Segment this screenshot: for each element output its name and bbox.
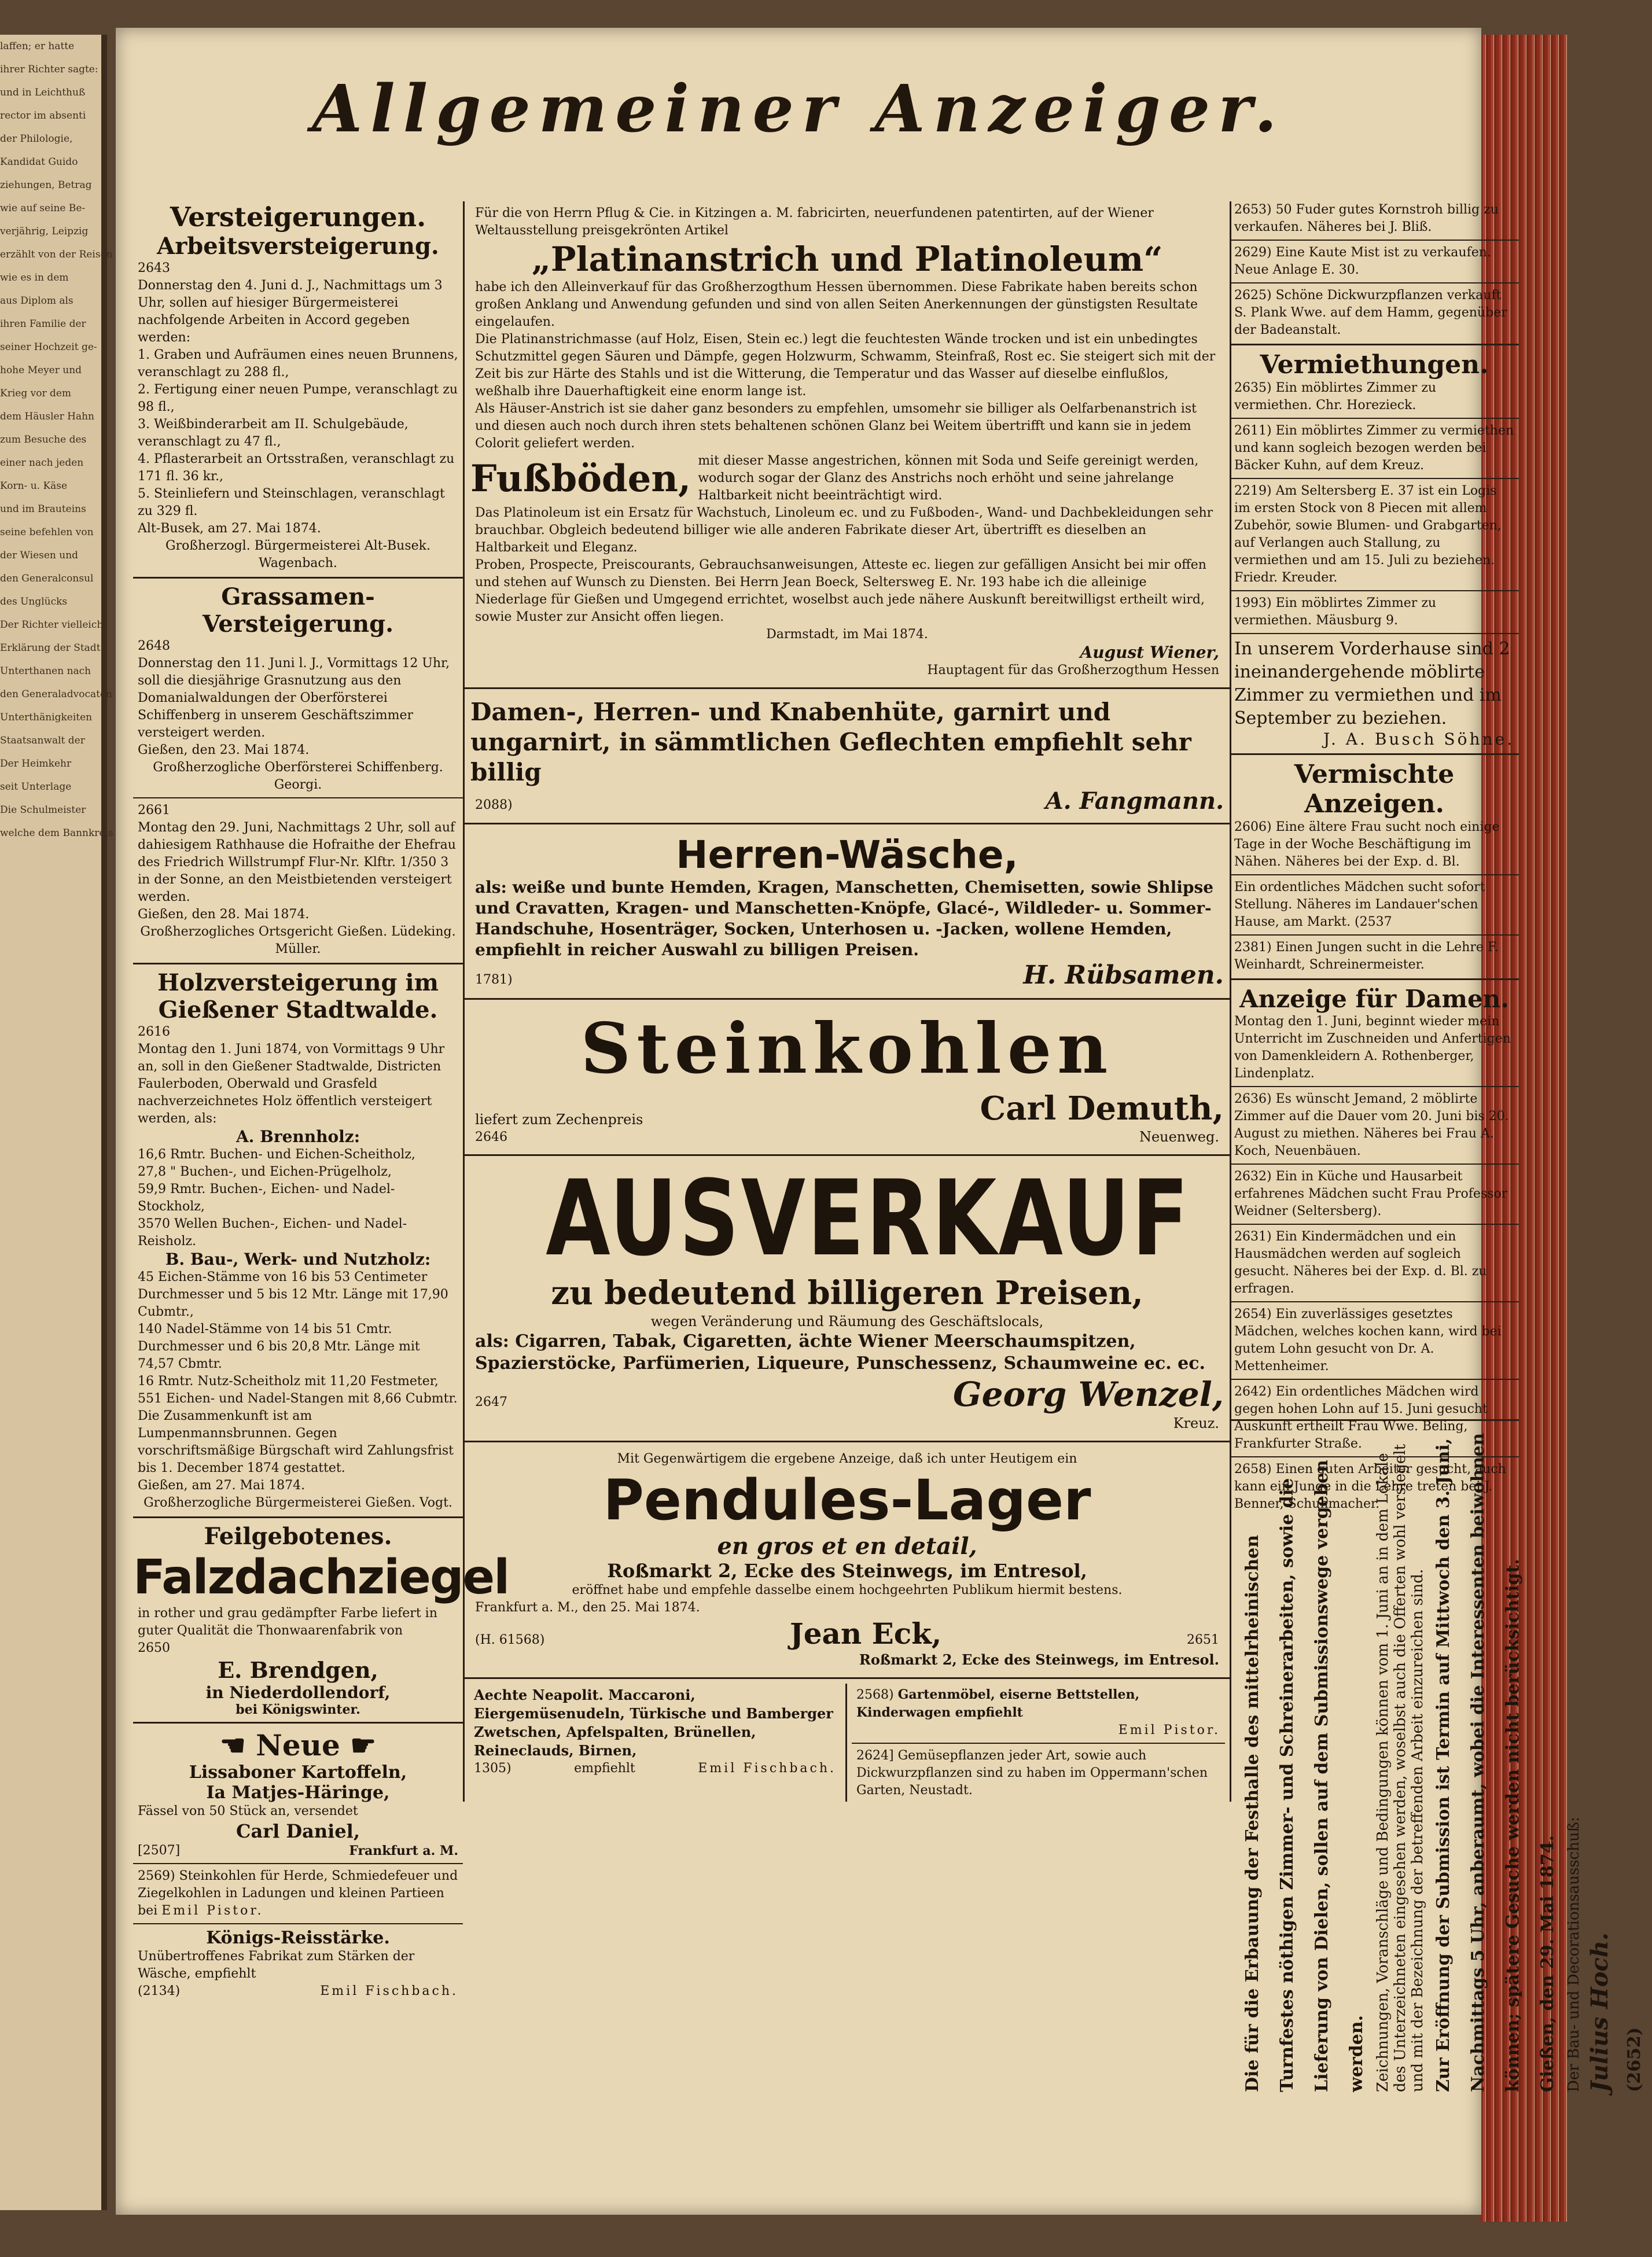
garten-signature: Emil Pistor. [1118,1723,1220,1737]
right-ad-3: 2625) Schöne Dickwurzpflanzen verkauft S. Plank Wwe. auf dem Hamm, gegenüber der Badeanstalt. [1234,288,1507,337]
right-ad-1: 2653) 50 Fuder gutes Kornstroh billig zu verkaufen. Näheres bei J. Bliß. [1234,202,1499,234]
hut-footer [470,787,1224,815]
arbeit-list [133,347,463,520]
previous-page-line: ihren Familie der [0,318,86,330]
arbeit-signature: Großherzogl. Bürgermeisterei Alt-Busek. Wagenbach. [165,539,431,570]
ausverkauf-ad [465,1158,1230,1436]
koenig-number: (2134) [138,1984,181,1998]
steinkohlen-body: liefert zum Zechenpreis [475,1111,643,1128]
gras-title: Grassamen-Versteigerung. [202,583,394,638]
holz-section-b: B. Bau-, Werk- und Nutzholz: [165,1250,431,1269]
previous-page-line: den Generalconsul [0,573,94,584]
middle-column [463,201,1231,1802]
previous-page-line: wie auf seine Be- [0,202,86,214]
masthead: Allgemeiner Anzeiger. [312,71,1285,147]
previous-page-line: Unterthänigkeiten [0,712,93,723]
falz-location: in Niederdollendorf, [205,1683,391,1702]
holz-item: 27,8 " Buchen-, und Eichen-Prügelholz, [138,1165,392,1179]
platin-p3: Als Häuser-Anstrich ist sie daher ganz besonders zu empfehlen, umsomehr sie billiger als Oelfarbenanstrich ist und diesen auch noch durch ihren stets behaltenen schönen Glanz bei Weitem übertrifft und kann sie in jedem Colorit geliefert werden. [475,402,1197,451]
vermischt-ad: 2606) Eine ältere Frau sucht noch einige Tage in der Woche Beschäftigung im Nähen. Näheres bei der Exp. d. Bl. [1234,820,1500,869]
ausverkauf-title: AUSVERKAUF [546,1158,1191,1279]
fussboden-body: mit dieser Masse angestrichen, können mit Soda und Seife gereinigt werden, wodurch sogar der Glanz des Anstrichs noch erhöht und seine jahrelange Haltbarkeit nicht beeinträchtigt wird. [698,454,1199,503]
verm-ad: 1993) Ein möblirtes Zimmer zu vermiethen. Mäusburg 9. [1234,596,1437,628]
platin-intro: Für die von Herrn Pflug & Cie. in Kitzingen a. M. fabricirten, neuerfundenen patentirten, auf der Wiener Weltausstellung preisgekrönten Artikel [475,206,1154,238]
wasche-body: als: weiße und bunte Hemden, Kragen, Manschetten, Chemisetten, sowie Shlipse und Cravatten, Kragen- und Manschetten-Knöpfe, Glacé-, Wildleder- u. Sommer-Handschuhe, Hosenträger, Socken, Unterhosen u. -Jacken, wollene Hemden, empfiehlt in reicher Auswahl zu billigen Preisen. [475,878,1214,959]
platin-p2: Die Platinanstrichmasse (auf Holz, Eisen, Stein ec.) legt die feuchtesten Wände trocken und ist ein unbedingtes Schutzmittel gegen Säuren und Dämpfe, gegen Holzwurm, Schwamm, Steinfraß, Rost ec. Sie steigert sich mit der Zeit bis zur Härte des Stahls und ist die Witterung, die Temperatur und das Wasser auf dieselbe einflußlos, weßhalb ihre Dauerhaftigkeit eine enorm lange ist. [475,332,1216,399]
gemuse-ad: 2624] Gemüsepflanzen jeder Art, sowie auch Dickwurzpflanzen sind zu haben im Oppermann'schen Garten, Neustadt. [856,1748,1208,1798]
hut-title: Damen-, Herren- und Knabenhüte, garnirt und ungarnirt, in sämmtlichen Geflechten empfiehlt sehr billig [470,698,1191,786]
previous-page-line: seit Unterlage [0,781,72,793]
pendules-date: Frankfurt a. M., den 25. Mai 1874. [475,1600,700,1615]
steinkohlen-firm: Carl Demuth, [980,1089,1224,1128]
holz-item: 16,6 Rmtr. Buchen- und Eichen-Scheitholz, [138,1147,415,1162]
neue-number: [2507] [138,1843,181,1858]
vermiethungen-title: Vermiethungen. [1260,350,1489,380]
holz-title: Holzversteigerung im Gießener Stadtwalde. [157,969,439,1023]
previous-page-line: ihrer Richter sagte: [0,64,98,75]
montag-signature: Großherzogliches Ortsgericht Gießen. Lüdeking. Müller. [140,925,456,956]
previous-page-line: der Wiesen und [0,550,79,561]
falz-firm: E. Brendgen, [218,1657,378,1683]
platin-p5: Proben, Prospecte, Preiscourants, Gebrauchsanweisungen, Atteste ec. liegen zur gefälligen Ansicht bei mir offen und stehen auf Wunsch zu Diensten. Bei Herrn Jean Boeck, Seltersweg E. Nr. 193 habe ich die alleinige Niederlage für Gießen und Umgegend errichtet, woselbst auch jede nähere Auskunft bereitwilligst ertheilt wird, sowie Muster zur Ansicht offen liegen. [475,558,1206,624]
arbeit-item: 1. Graben und Aufräumen eines neuen Brunnens, veranschlagt zu 288 fl., [138,348,458,380]
hut-ad [465,694,1230,818]
previous-page-line: Erklärung der Stadt [0,642,101,654]
gras-body: Donnerstag den 11. Juni l. J., Vormittags 12 Uhr, soll die diesjährige Grasnutzung aus den Domanialwaldungen der Oberförsterei Schiffenberg in unserem Geschäftszimmer versteigert werden. [138,656,450,740]
previous-page-line: dem Häusler Hahn [0,411,94,422]
garten-ads [847,1684,1230,1802]
verm-ad: 2611) Ein möblirtes Zimmer zu vermiethen und kann sogleich bezogen werden bei Bäcker Kuhn, auf dem Kreuz. [1234,424,1514,473]
vermischt-ad: 2631) Ein Kindermädchen und ein Hausmädchen werden auf sogleich gesucht. Näheres bei der Exp. d. Bl. zu erfragen. [1234,1229,1487,1296]
damen-title: Anzeige für Damen. [1239,985,1509,1013]
previous-page-line: und in Leichthuß [0,87,86,98]
holz-section-a: A. Brennholz: [236,1127,360,1146]
ausverkauf-location: Kreuz. [1173,1415,1219,1431]
festhalle-main: Die für die Erbauung der Festhalle des mittelrheinischen Turnfestes nöthigen Zimmer- und Schreinerarbeiten, sowie die Lieferung von Dielen, sollen auf dem Submissionswege vergeben werden. [1242,1460,1367,2092]
previous-page-line: ziehungen, Betrag [0,179,92,191]
verm-ad: 2635) Ein möblirtes Zimmer zu vermiethen. Chr. Horezieck. [1234,381,1437,413]
ausverkauf-number: 2647 [475,1395,507,1409]
arbeit-number: 2643 [138,261,170,275]
pendules-intro: Mit Gegenwärtigem die ergebene Anzeige, daß ich unter Heutigem ein [617,1452,1077,1466]
ausverkauf-sub: zu bedeutend billigeren Preisen, [551,1274,1143,1312]
neue-footer [138,1842,458,1860]
previous-page-line: Unterthanen nach [0,665,91,677]
previous-page-line: rector im absenti [0,110,86,121]
section-versteigerungen: Versteigerungen. [170,201,426,233]
neue-item: Ia Matjes-Häringe, [206,1783,390,1803]
pendules-number: (H. 61568) [475,1633,545,1647]
neapol-title: Aechte Neapolit. Maccaroni, Eiergemüsenudeln, Türkische und Bamberger Zwetschen, Apfelspalten, Brünellen, Reineclauds, Birnen, [474,1687,833,1759]
steinkohlen-ad [465,1004,1230,1150]
garten-ad: 2568) Gartenmöbel, eiserne Bettstellen, Kinderwagen empfiehlt [856,1687,1140,1720]
previous-page-line: den Generaladvocaten [0,688,112,700]
neapol-number: 1305) [474,1761,512,1776]
hut-firm: A. Fangmann. [1045,787,1224,815]
pendules-firm: Jean Eck, [790,1617,942,1651]
feil-title: Feilgebotenes. [204,1523,392,1550]
vermischt-ad: Ein ordentliches Mädchen sucht sofort Stellung. Näheres im Landauer'schen Hause, am Markt. (2537 [1234,880,1485,929]
platin-signature-2: Hauptagent für das Großherzogthum Hessen [927,663,1219,678]
festhalle-notice [1230,1419,1644,2104]
wasche-number: 1781) [475,973,513,987]
previous-page-line: Korn- u. Käse [0,480,68,492]
holz-signature: Großherzogliche Bürgermeisterei Gießen. Vogt. [144,1496,452,1510]
fussboden-title: Fußböden, [470,456,691,500]
steinkohlen-right [980,1089,1224,1146]
holz-body: Montag den 1. Juni 1874, von Vormittags 9 Uhr an, soll in den Gießener Stadtwalde, Districten Faulerboden, Oberwald und Grasfeld nachverzeichnetes Holz öffentlich versteigert werden, als: [138,1042,445,1126]
vermischt-ad: 2381) Einen Jungen sucht in die Lehre F. Weinhardt, Schreinermeister. [1234,940,1499,972]
ausverkauf-reason: wegen Veränderung und Räumung des Geschäftslocals, [650,1313,1044,1330]
pendules-number-2: 2651 [1187,1633,1219,1647]
arbeit-body: Donnerstag den 4. Juni d. J., Nachmittags um 3 Uhr, sollen auf hiesiger Bürgermeisterei nachfolgende Arbeiten in Accord gegeben werden: [138,278,443,345]
ausverkauf-firm: Georg Wenzel, [953,1375,1224,1414]
platin-p1: habe ich den Alleinverkauf für das Großherzogthum Hessen übernommen. Diese Fabrikate haben bereits schon großen Anklang und Anwendung gefunden und sind von allen Seiten Anerkennungen der günstigsten Resultate eingelaufen. [475,280,1198,329]
wasche-title: Herren-Wäsche, [676,833,1018,877]
neue-title-text: Neue [256,1728,340,1762]
koenig-footer [138,1983,458,2000]
neapol-tail: empfiehlt [574,1761,635,1776]
arbeit-item: 5. Steinliefern und Steinschlagen, veranschlagt zu 329 fl. [138,487,445,518]
neue-body: Fässel von 50 Stück an, versendet [138,1804,358,1818]
previous-page-line: welche dem Bannkreis [0,827,113,839]
montag-number: 2661 [138,803,170,818]
festhalle-text [1230,1421,1644,2104]
right-column [1230,201,1519,1511]
previous-page-line: Staatsanwalt der [0,735,85,746]
arbeit-title: Arbeitsversteigerung. [157,233,439,260]
pendules-body: eröffnet habe und empfehle dasselbe einem hochgeehrten Publikum hiermit bestens. [572,1583,1123,1597]
steinkohlen-number: 2646 [475,1130,507,1144]
pendules-footer [470,1617,1224,1651]
platin-title: „Platinanstrich und Platinoleum“ [531,240,1163,279]
pendules-sub: en gros et en detail, [717,1533,977,1560]
festhalle-signature: Der Bau- und Decorationsausschuß: [1565,1817,1583,2092]
right-ad-2: 2629) Eine Kaute Mist ist zu verkaufen. Neue Anlage E. 30. [1234,245,1491,277]
neapol-footer [474,1760,836,1777]
arbeit-item: 2. Fertigung einer neuen Pumpe, veranschlagt zu 98 fl., [138,382,458,414]
falz-location-2: bei Königswinter. [236,1702,360,1717]
neapol-ad [465,1684,847,1802]
previous-page-line: verjährig, Leipzig [0,226,89,237]
neue-location: Frankfurt a. M. [349,1843,458,1858]
gras-signature: Großherzogliche Oberförsterei Schiffenberg. Georgi. [153,760,443,792]
previous-page-line: Der Richter vielleicht [0,619,108,631]
arbeit-item: 4. Pflasterarbeit an Ortsstraßen, veranschlagt zu 171 fl. 36 kr., [138,452,455,484]
previous-page-line: wie es in dem [0,272,69,283]
neue-item: Lissaboner Kartoffeln, [189,1762,407,1783]
falz-body: in rother und grau gedämpfter Farbe liefert in guter Qualität die Thonwaarenfabrik von [138,1606,437,1638]
pendules-title: Pendules-Lager [603,1468,1091,1533]
neue-title: ☚ Neue ☛ [219,1728,377,1762]
vermischt-ad: 2654) Ein zuverlässiges gesetztes Mädchen, welches kochen kann, wird bei gutem Lohn gesucht von Dr. A. Mettenheimer. [1234,1307,1502,1374]
previous-page-line: Kandidat Guido [0,156,78,168]
hut-number: 2088) [475,798,513,812]
previous-page-line: aus Diplom als [0,295,73,307]
fussboden-row [470,452,1224,505]
neue-firm: Carl Daniel, [236,1820,360,1842]
previous-page-line: einer nach jeden [0,457,84,469]
wasche-ad [465,829,1230,993]
steinkohlen-row [470,1089,1224,1146]
previous-page-line: des Unglücks [0,596,68,607]
holz-item: 59,9 Rmtr. Buchen-, Eichen- und Nadel-Stockholz, [138,1182,395,1214]
montag-date: Gießen, den 28. Mai 1874. [138,907,310,922]
previous-page-line: zum Besuche des [0,434,87,445]
holz-item: 45 Eichen-Stämme von 16 bis 53 Centimeter Durchmesser und 5 bis 12 Mtr. Länge mit 17,90 Cubmtr., [138,1270,448,1319]
holz-item: 16 Rmtr. Nutz-Scheitholz mit 11,20 Festmeter, [138,1374,439,1389]
koenig-signature: Emil Fischbach. [320,1984,458,1998]
festhalle-p2: Zeichnungen, Voranschläge und Bedingungen können vom 1. Juni an in dem Lokale des Unterzeichneten eingesehen werden, woselbst auch die Offerten wohl versiegelt und mit der Bezeichnung der betreffenden Arbeit einzureichen sind. [1374,1444,1426,2092]
platin-date: Darmstadt, im Mai 1874. [766,627,928,642]
steinkohlen-location: Neuenweg. [1139,1129,1219,1145]
arbeit-item: 3. Weißbinderarbeit am II. Schulgebäude, veranschlagt zu 47 fl., [138,417,409,449]
koenig-body: Unübertroffenes Fabrikat zum Stärken der Wäsche, empfiehlt [138,1949,415,1981]
festhalle-name: Julius Hoch. [1586,1932,1613,2092]
falz-title: Falzdachziegel [133,1550,509,1605]
pendules-address-2: Roßmarkt 2, Ecke des Steinwegs, im Entresol. [859,1651,1219,1668]
wasche-firm: H. Rübsamen. [1023,960,1224,990]
pendules-address: Roßmarkt 2, Ecke des Steinwegs, im Entresol, [607,1560,1087,1582]
previous-page-line: seine befehlen von [0,526,94,538]
platin-p4: Das Platinoleum ist ein Ersatz für Wachstuch, Linoleum ec. und zu Fußboden-, Wand- und Dachbekleidungen sehr brauchbar. Obgleich bedeutend billiger wie alle anderen Fabrikate dieser Art, übertrifft es dieselben an Haltbarkeit und Eleganz. [475,506,1213,555]
previous-page-line: Krieg vor dem [0,388,72,399]
previous-page-line: Die Schulmeister [0,804,86,816]
vermischt-ad: 2658) Einen guten Arbeiter gesucht, auch kann ein Junge in die Lehre treten bei J. Benner, Schuhmacher. [1234,1462,1506,1511]
holz-item: 3570 Wellen Buchen-, Eichen- und Nadel-Reisholz. [138,1217,407,1249]
falz-number: 2650 [138,1641,170,1655]
steinkohlen-title: Steinkohlen [580,1008,1114,1089]
festhalle-number: (2652) [1624,2027,1644,2092]
damen-body: Montag den 1. Juni, beginnt wieder mein Unterricht im Zuschneiden und Anfertigen von Damenkleidern A. Rothenberger, Lindenplatz. [1234,1014,1511,1081]
previous-page-line: erzählt von der Reisen [0,249,113,260]
previous-page-line: Der Heimkehr [0,758,72,769]
holz-number: 2616 [138,1025,170,1039]
festhalle-p3: Zur Eröffnung der Submission ist Termin auf Mittwoch den 3. Juni, Nachmittags 5 Uhr, anberaumt, wobei die Interessenten beiwohnen können; spätere Gesuche werden nicht berücksichtigt. [1433,1433,1523,2092]
steinkohlen-small-ad: 2569) Steinkohlen für Herde, Schmiedefeuer und Ziegelkohlen in Ladungen und kleinen Partieen bei Emil Pistor. [138,1869,458,1918]
neapol-signature: Emil Fischbach. [698,1761,836,1776]
previous-page-line: und im Brauteins [0,503,86,515]
bottom-ads-row [465,1684,1230,1802]
previous-page-line: der Philologie, [0,133,73,145]
ausverkauf-footer [470,1375,1224,1414]
previous-page-line: seiner Hochzeit ge- [0,341,97,353]
verm-busch: In unserem Vorderhause sind 2 ineinandergehende möblirte Zimmer zu vermiethen und im September zu beziehen. [1234,639,1510,728]
steinkohlen-left [470,1110,647,1146]
previous-page-edge [0,35,113,2210]
montag-body: Montag den 29. Juni, Nachmittags 2 Uhr, soll auf dahiesigem Rathhause die Hofraithe der Ehefrau des Friedrich Willstrumpf Flur-Nr. Klftr. 1/350 3 in der Sonne, an den Meistbietenden versteigert werden. [138,820,456,904]
platin-ad [465,201,1230,683]
koenig-title: Königs-Reisstärke. [206,1928,390,1948]
holz-date: Gießen, am 27. Mai 1874. [138,1478,306,1493]
verm-ad: 2219) Am Seltersberg E. 37 ist ein Logis im ersten Stock von 8 Piecen mit allem Zubehör, sowie Blumen- und Grabgarten, auf Verlangen auch Stallung, zu vermiethen und am 15. Juli zu beziehen. Friedr. Kreuder. [1234,484,1502,585]
platin-signature: August Wiener, [1080,643,1219,662]
vermischt-ad: 2636) Es wünscht Jemand, 2 möblirte Zimmer auf die Dauer vom 20. Juni bis 20. August zu miethen. Näheres bei Frau A. Koch, Neuenbäuen. [1234,1092,1509,1158]
previous-page-line: hohe Meyer und [0,364,82,376]
vermischt-ad: 2642) Ein ordentliches Mädchen wird gegen hohen Lohn auf 15. Juni gesucht Auskunft ertheilt Frau Wwe. Beling, Frankfurter Straße. [1234,1385,1488,1451]
verm-busch-signature: J. A. Busch Söhne. [1323,730,1514,749]
ausverkauf-body: als: Cigarren, Tabak, Cigaretten, ächte Wiener Meerschaumspitzen, Spazierstöcke, Parfümerien, Liqueure, Punschessenz, Schaumweine ec. ec. [475,1331,1205,1374]
gras-number: 2648 [138,639,170,653]
gras-date: Gießen, den 23. Mai 1874. [138,743,310,757]
arbeit-date: Alt-Busek, am 27. Mai 1874. [138,521,321,536]
newspaper-page [116,28,1644,2215]
vermischt-ad: 2632) Ein in Küche und Hausarbeit erfahrenes Mädchen sucht Frau Professor Weidner (Seltersberg). [1234,1169,1508,1218]
wasche-footer [470,960,1224,990]
festhalle-date: Gießen, den 29. Mai 1874. [1537,1835,1558,2092]
holz-tail: Die Zusammenkunft ist am Lumpenmannsbrunnen. Gegen vorschriftsmäßige Bürgschaft wird Zahlungsfrist bis 1. December 1874 gestattet. [138,1409,454,1475]
vermischte-title: Vermischte Anzeigen. [1294,760,1455,819]
holz-item: 551 Eichen- und Nadel-Stangen mit 8,66 Cubmtr. [138,1391,458,1406]
previous-page-line: laffen; er hatte [0,40,75,52]
holz-item: 140 Nadel-Stämme von 14 bis 51 Cmtr. Durchmesser und 6 bis 20,8 Mtr. Länge mit 74,57 Cbmtr. [138,1322,420,1371]
pendules-ad [465,1447,1230,1673]
